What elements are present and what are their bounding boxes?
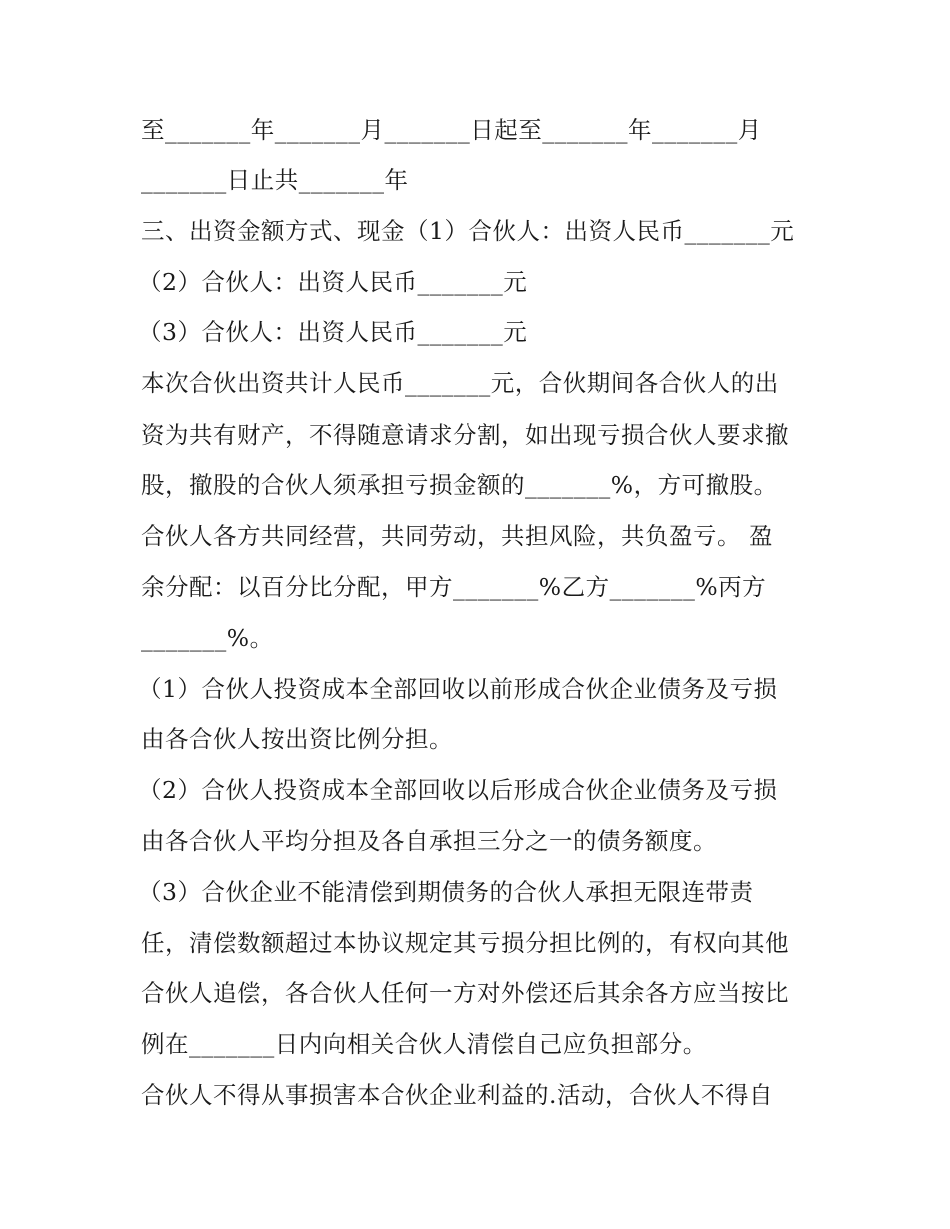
text-line: 余分配：以百分比分配，甲方_______%乙方_______%丙方 xyxy=(141,573,767,601)
text-line: _______%。 xyxy=(141,624,274,652)
text-line: （2）合伙人：出资人民币_______元 xyxy=(138,268,528,296)
text-line: （1）合伙人投资成本全部回收以前形成合伙企业债务及亏损 xyxy=(138,675,778,703)
text-line: 股，撤股的合伙人须承担亏损金额的_______%，方可撤股。 xyxy=(141,471,778,499)
text-line: 任，清偿数额超过本协议规定其亏损分担比例的，有权向其他 xyxy=(141,929,789,957)
text-line: 由各合伙人平均分担及各自承担三分之一的债务额度。 xyxy=(141,827,717,855)
text-line: 资为共有财产，不得随意请求分割，如出现亏损合伙人要求撤 xyxy=(141,421,789,449)
text-line: 合伙人追偿，各合伙人任何一方对外偿还后其余各方应当按比 xyxy=(141,979,789,1007)
text-line: （3）合伙企业不能清偿到期债务的合伙人承担无限连带责 xyxy=(138,878,754,906)
text-line: 合伙人不得从事损害本合伙企业利益的.活动，合伙人不得自 xyxy=(141,1081,773,1109)
text-line: （2）合伙人投资成本全部回收以后形成合伙企业债务及亏损 xyxy=(138,776,778,804)
text-line: 合伙人各方共同经营，共同劳动，共担风险，共负盈亏。 盈 xyxy=(141,522,773,550)
text-line: 例在_______日内向相关合伙人清偿自己应负担部分。 xyxy=(141,1030,707,1058)
text-line: 本次合伙出资共计人民币_______元，合伙期间各合伙人的出 xyxy=(141,369,779,397)
text-line: 三、出资金额方式、现金（1）合伙人：出资人民币_______元 xyxy=(141,217,795,245)
text-line: 至_______年_______月_______日起至_______年_______月 xyxy=(141,116,762,144)
text-line: _______日止共_______年 xyxy=(141,166,409,194)
text-line: 由各合伙人按出资比例分担。 xyxy=(141,725,453,753)
text-line: （3）合伙人：出资人民币_______元 xyxy=(138,318,528,346)
